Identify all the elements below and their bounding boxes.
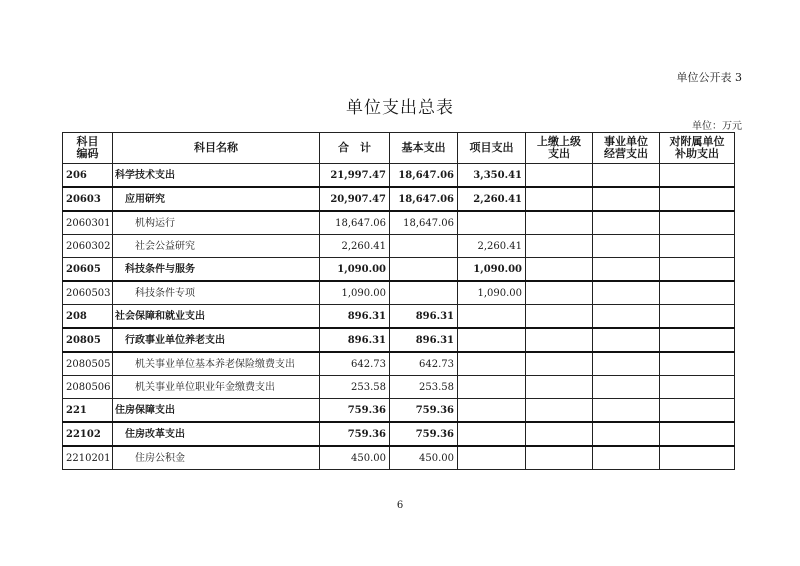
cell-project [458, 376, 526, 399]
table-row [63, 399, 735, 423]
header-code: 科目 编码 [63, 133, 113, 164]
cell-total: 18,647.06 [320, 211, 390, 235]
cell-total: 20,907.47 [320, 187, 390, 211]
table-row [63, 281, 735, 305]
cell-business-operation [593, 281, 660, 305]
cell-project: 1,090.00 [458, 258, 526, 282]
cell-name: 科技条件与服务 [113, 258, 320, 282]
expenditure-table [62, 132, 735, 470]
cell-project: 2,260.41 [458, 187, 526, 211]
cell-project [458, 352, 526, 376]
cell-subsidiary-subsidy [660, 446, 735, 470]
cell-basic: 896.31 [390, 305, 458, 329]
page-title: 单位支出总表 [346, 98, 454, 118]
cell-remit-superior [526, 258, 593, 282]
cell-business-operation [593, 399, 660, 423]
cell-project [458, 399, 526, 423]
cell-code: 2060301 [63, 211, 113, 235]
unit-label: 单位：万元 [692, 121, 742, 132]
cell-project [458, 328, 526, 352]
cell-subsidiary-subsidy [660, 235, 735, 258]
cell-name: 应用研究 [113, 187, 320, 211]
header-project: 项目支出 [458, 133, 526, 164]
cell-business-operation [593, 328, 660, 352]
cell-business-operation [593, 305, 660, 329]
cell-business-operation [593, 446, 660, 470]
cell-remit-superior [526, 211, 593, 235]
cell-subsidiary-subsidy [660, 281, 735, 305]
cell-subsidiary-subsidy [660, 211, 735, 235]
cell-project: 1,090.00 [458, 281, 526, 305]
cell-code: 20805 [63, 328, 113, 352]
cell-code: 208 [63, 305, 113, 329]
cell-code: 2060503 [63, 281, 113, 305]
cell-subsidiary-subsidy [660, 422, 735, 446]
cell-name: 住房保障支出 [113, 399, 320, 423]
cell-basic: 642.73 [390, 352, 458, 376]
cell-code: 221 [63, 399, 113, 423]
cell-basic [390, 258, 458, 282]
header-remit-superior: 上缴上级 支出 [526, 133, 593, 164]
table-row [63, 305, 735, 329]
cell-subsidiary-subsidy [660, 328, 735, 352]
cell-business-operation [593, 164, 660, 188]
cell-basic: 759.36 [390, 422, 458, 446]
cell-basic: 896.31 [390, 328, 458, 352]
cell-remit-superior [526, 281, 593, 305]
cell-business-operation [593, 258, 660, 282]
cell-name: 科技条件专项 [113, 281, 320, 305]
cell-total: 759.36 [320, 422, 390, 446]
cell-remit-superior [526, 422, 593, 446]
cell-remit-superior [526, 328, 593, 352]
cell-total: 896.31 [320, 328, 390, 352]
table-row [63, 446, 735, 470]
cell-code: 22102 [63, 422, 113, 446]
cell-name: 机构运行 [113, 211, 320, 235]
table-row [63, 235, 735, 258]
header-name: 科目名称 [113, 133, 320, 164]
cell-total: 1,090.00 [320, 258, 390, 282]
cell-subsidiary-subsidy [660, 399, 735, 423]
page-number: 6 [396, 500, 404, 511]
table-row [63, 352, 735, 376]
cell-remit-superior [526, 235, 593, 258]
cell-subsidiary-subsidy [660, 352, 735, 376]
cell-remit-superior [526, 187, 593, 211]
cell-name: 行政事业单位养老支出 [113, 328, 320, 352]
cell-basic: 18,647.06 [390, 164, 458, 188]
header-subsidiary-subsidy: 对附属单位 补助支出 [660, 133, 735, 164]
cell-business-operation [593, 187, 660, 211]
cell-name: 社会公益研究 [113, 235, 320, 258]
table-row [63, 376, 735, 399]
page-label: 单位公开表 3 [676, 71, 742, 84]
table-header-row [63, 133, 735, 164]
cell-business-operation [593, 211, 660, 235]
cell-code: 2060302 [63, 235, 113, 258]
cell-name: 住房公积金 [113, 446, 320, 470]
cell-basic: 759.36 [390, 399, 458, 423]
cell-code: 2080505 [63, 352, 113, 376]
cell-code: 20603 [63, 187, 113, 211]
cell-business-operation [593, 235, 660, 258]
cell-remit-superior [526, 376, 593, 399]
cell-business-operation [593, 422, 660, 446]
cell-remit-superior [526, 164, 593, 188]
cell-subsidiary-subsidy [660, 187, 735, 211]
cell-total: 253.58 [320, 376, 390, 399]
cell-name: 住房改革支出 [113, 422, 320, 446]
cell-basic [390, 281, 458, 305]
cell-remit-superior [526, 446, 593, 470]
cell-total: 450.00 [320, 446, 390, 470]
cell-total: 642.73 [320, 352, 390, 376]
cell-subsidiary-subsidy [660, 164, 735, 188]
cell-total: 21,997.47 [320, 164, 390, 188]
table-row [63, 211, 735, 235]
cell-name: 机关事业单位基本养老保险缴费支出 [113, 352, 320, 376]
cell-basic: 450.00 [390, 446, 458, 470]
cell-basic: 18,647.06 [390, 187, 458, 211]
cell-subsidiary-subsidy [660, 258, 735, 282]
cell-code: 20605 [63, 258, 113, 282]
cell-name: 机关事业单位职业年金缴费支出 [113, 376, 320, 399]
cell-remit-superior [526, 399, 593, 423]
cell-name: 社会保障和就业支出 [113, 305, 320, 329]
cell-total: 1,090.00 [320, 281, 390, 305]
cell-remit-superior [526, 305, 593, 329]
cell-code: 206 [63, 164, 113, 188]
table-row [63, 187, 735, 211]
cell-code: 2080506 [63, 376, 113, 399]
cell-project [458, 211, 526, 235]
cell-name: 科学技术支出 [113, 164, 320, 188]
cell-project: 2,260.41 [458, 235, 526, 258]
cell-total: 896.31 [320, 305, 390, 329]
cell-subsidiary-subsidy [660, 305, 735, 329]
cell-remit-superior [526, 352, 593, 376]
cell-code: 2210201 [63, 446, 113, 470]
table-row [63, 164, 735, 188]
table-row [63, 422, 735, 446]
header-business-operation: 事业单位 经营支出 [593, 133, 660, 164]
table-row [63, 328, 735, 352]
cell-total: 2,260.41 [320, 235, 390, 258]
cell-business-operation [593, 376, 660, 399]
cell-business-operation [593, 352, 660, 376]
cell-basic: 253.58 [390, 376, 458, 399]
cell-subsidiary-subsidy [660, 376, 735, 399]
cell-basic: 18,647.06 [390, 211, 458, 235]
header-total: 合 计 [320, 133, 390, 164]
cell-project [458, 446, 526, 470]
cell-project [458, 305, 526, 329]
cell-basic [390, 235, 458, 258]
cell-project: 3,350.41 [458, 164, 526, 188]
cell-total: 759.36 [320, 399, 390, 423]
table-row [63, 258, 735, 282]
cell-project [458, 422, 526, 446]
header-basic: 基本支出 [390, 133, 458, 164]
